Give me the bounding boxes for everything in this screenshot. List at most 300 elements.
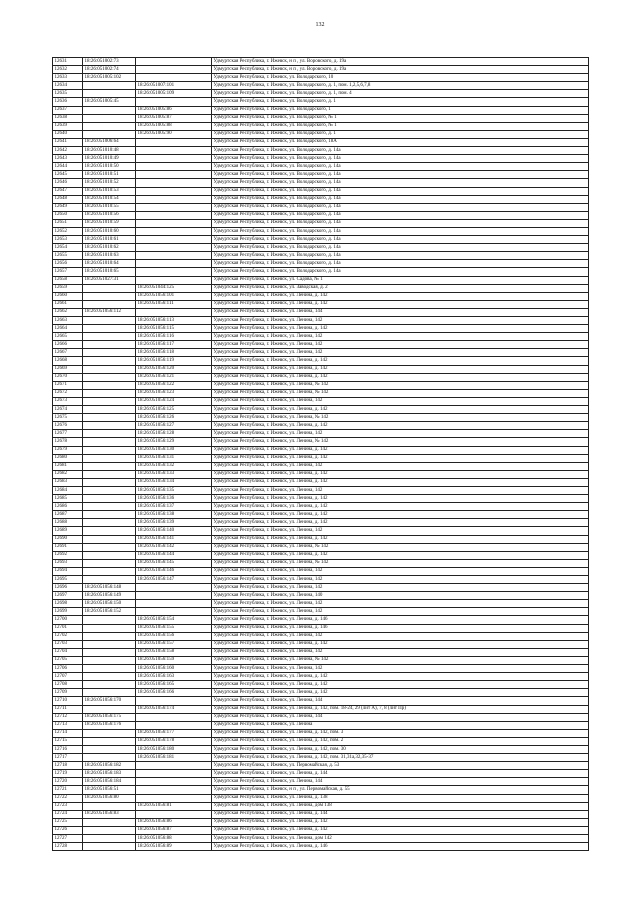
parcel-number-cell: 18:26:051056:182 [83, 762, 136, 770]
address-cell: Удмуртская Республика, г. Ижевск, ул. Ленина, д. 142 [212, 365, 589, 373]
parcel-number-cell [83, 373, 136, 381]
table-row [53, 786, 589, 794]
building-number-cell: 18:26:051056:135 [136, 486, 212, 494]
parcel-number-cell [83, 543, 136, 551]
table-row [53, 616, 589, 624]
parcel-number-cell [83, 802, 136, 810]
address-cell: Удмуртская Республика, г. Ижевск, ул. Ленина, д. 142 [212, 673, 589, 681]
address-cell: Удмуртская Республика, г. Ижевск, ул. Ленина, д. 144 [212, 770, 589, 778]
parcel-number-cell [83, 422, 136, 430]
address-cell: Удмуртская Республика, г. Ижевск, ул. Володарского, д. 14а [212, 195, 589, 203]
address-cell: Удмуртская Республика, г. Ижевск, ул. Ленина, 142 [212, 608, 589, 616]
parcel-number-cell [83, 511, 136, 519]
address-cell: Удмуртская Республика, г. Ижевск, ул. Ленина, д. 142 [212, 826, 589, 834]
row-number-cell: 12704 [53, 648, 83, 656]
row-number-cell: 12719 [53, 770, 83, 778]
address-cell: Удмуртская Республика, г. Ижевск, ул. Ленина, д. 146 [212, 616, 589, 624]
row-number-cell: 12668 [53, 357, 83, 365]
building-number-cell: 18:26:051005:87 [136, 114, 212, 122]
parcel-number-cell [83, 843, 136, 851]
parcel-number-cell: 18:26:051056:112 [83, 308, 136, 316]
row-number-cell: 12670 [53, 373, 83, 381]
row-number-cell: 12682 [53, 470, 83, 478]
address-cell: Удмуртская Республика, г. Ижевск, ул. Володарского, д. 14а [212, 163, 589, 171]
address-cell: Удмуртская Республика, г. Ижевск, ул. Ленина, д. 146 [212, 843, 589, 851]
parcel-number-cell [83, 648, 136, 656]
table-row [53, 252, 589, 260]
building-number-cell: 18:26:051056:159 [136, 656, 212, 664]
table-row [53, 762, 589, 770]
table-row [53, 673, 589, 681]
parcel-number-cell: 18:26:051006:64 [83, 138, 136, 146]
table-row [53, 333, 589, 341]
row-number-cell: 12722 [53, 794, 83, 802]
address-cell: Удмуртская Республика, г. Ижевск, ул. Володарского, д. 14а [212, 179, 589, 187]
table-row [53, 495, 589, 503]
parcel-number-cell: 18:26:051056:83 [83, 810, 136, 818]
building-number-cell [136, 98, 212, 106]
building-number-cell: 18:26:051056:132 [136, 462, 212, 470]
parcel-number-cell [83, 430, 136, 438]
address-cell: Удмуртская Республика, г. Ижевск, ул. Ленина, д. 142, пом. 30 [212, 745, 589, 753]
row-number-cell: 12690 [53, 535, 83, 543]
row-number-cell: 12639 [53, 122, 83, 130]
address-cell: Удмуртская Республика, г. Ижевск, ул. Володарского, д. 14а [212, 244, 589, 252]
table-row [53, 406, 589, 414]
parcel-number-cell [83, 341, 136, 349]
row-number-cell: 12707 [53, 673, 83, 681]
address-cell: Удмуртская Республика, г. Ижевск, ул. Ленина, № 142 [212, 414, 589, 422]
parcel-number-cell: 18:26:051056:150 [83, 600, 136, 608]
address-cell: Удмуртская Республика, г. Ижевск, н п , ул. Воровского, д. 19а [212, 58, 589, 66]
row-number-cell: 12633 [53, 74, 83, 82]
row-number-cell: 12646 [53, 179, 83, 187]
building-number-cell: 18:26:051056:86 [136, 818, 212, 826]
table-row [53, 705, 589, 713]
address-cell: Удмуртская Республика, г. Ижевск, ул. Ленина, д. 142 [212, 689, 589, 697]
building-number-cell [136, 195, 212, 203]
table-row [53, 187, 589, 195]
table-row [53, 454, 589, 462]
table-row [53, 268, 589, 276]
building-number-cell [136, 236, 212, 244]
parcel-number-cell [83, 130, 136, 138]
building-number-cell: 18:26:051056:156 [136, 632, 212, 640]
row-number-cell: 12725 [53, 818, 83, 826]
address-cell: Удмуртская Республика, г. Ижевск, ул. Ленина, д. 142 [212, 454, 589, 462]
parcel-number-cell [83, 737, 136, 745]
building-number-cell [136, 276, 212, 284]
table-row [53, 810, 589, 818]
parcel-number-cell [83, 754, 136, 762]
parcel-number-cell [83, 835, 136, 843]
table-row [53, 373, 589, 381]
parcel-number-cell [83, 478, 136, 486]
building-number-cell: 18:26:051056:174 [136, 705, 212, 713]
row-number-cell: 12641 [53, 138, 83, 146]
address-cell: Удмуртская Республика, г. Ижевск, ул. Ленина, 142 [212, 567, 589, 575]
building-number-cell [136, 203, 212, 211]
table-row [53, 559, 589, 567]
address-cell: Удмуртская Республика, г. Ижевск, ул. Ленина, 142 [212, 665, 589, 673]
parcel-number-cell: 18:26:051010:54 [83, 195, 136, 203]
parcel-number-cell [83, 325, 136, 333]
row-number-cell: 12659 [53, 284, 83, 292]
parcel-number-cell: 18:26:051010:62 [83, 244, 136, 252]
row-number-cell: 12640 [53, 130, 83, 138]
table-row [53, 462, 589, 470]
building-number-cell: 18:26:051056:140 [136, 527, 212, 535]
parcel-number-cell [83, 656, 136, 664]
row-number-cell: 12644 [53, 163, 83, 171]
building-number-cell: 18:26:051005:86 [136, 106, 212, 114]
building-number-cell: 18:26:051056:165 [136, 681, 212, 689]
building-number-cell [136, 584, 212, 592]
building-number-cell [136, 697, 212, 705]
building-number-cell [136, 786, 212, 794]
building-number-cell: 18:26:051056:136 [136, 495, 212, 503]
table-row [53, 794, 589, 802]
row-number-cell: 12676 [53, 422, 83, 430]
building-number-cell [136, 762, 212, 770]
table-row [53, 122, 589, 130]
parcel-number-cell [83, 624, 136, 632]
address-cell: Удмуртская Республика, г. Ижевск, ул. Ленина, д. 142 [212, 373, 589, 381]
address-cell: Удмуртская Республика, г. Ижевск, ул. Ленина, д. 142 [212, 292, 589, 300]
parcel-number-cell [83, 389, 136, 397]
table-row [53, 745, 589, 753]
table-row [53, 292, 589, 300]
parcel-number-cell: 18:26:051010:63 [83, 252, 136, 260]
parcel-number-cell [83, 705, 136, 713]
address-cell: Удмуртская Республика, г. Ижевск, ул. Володарского, д. 1, пом. 4 [212, 90, 589, 98]
parcel-number-cell: 18:26:051056:148 [83, 584, 136, 592]
row-number-cell: 12667 [53, 349, 83, 357]
building-number-cell [136, 58, 212, 66]
building-number-cell [136, 600, 212, 608]
address-cell: Удмуртская Республика, г. Ижевск, ул. Ленина, 142 [212, 576, 589, 584]
row-number-cell: 12723 [53, 802, 83, 810]
table-row [53, 770, 589, 778]
table-row [53, 826, 589, 834]
row-number-cell: 12636 [53, 98, 83, 106]
row-number-cell: 12678 [53, 438, 83, 446]
parcel-number-cell [83, 470, 136, 478]
address-cell: Удмуртская Республика, г. Ижевск, ул. Ленина, д. 142, пом. 18-24, 29 (лит А), 7, 8 (лит Пр) [212, 705, 589, 713]
building-number-cell: 18:26:051056:121 [136, 373, 212, 381]
address-cell: Удмуртская Республика, г. Ижевск, ул. Ленина, д. 142 [212, 511, 589, 519]
building-number-cell: 18:26:051005:109 [136, 90, 212, 98]
parcel-number-cell [83, 333, 136, 341]
table-row [53, 66, 589, 74]
table-row [53, 171, 589, 179]
row-number-cell: 12662 [53, 308, 83, 316]
table-row [53, 195, 589, 203]
building-number-cell: 18:26:051056:145 [136, 559, 212, 567]
parcel-number-cell: 18:26:051010:53 [83, 187, 136, 195]
parcel-number-cell [83, 486, 136, 494]
building-number-cell [136, 721, 212, 729]
row-number-cell: 12697 [53, 592, 83, 600]
row-number-cell: 12681 [53, 462, 83, 470]
table-row [53, 163, 589, 171]
table-row [53, 325, 589, 333]
building-number-cell: 18:26:051056:129 [136, 438, 212, 446]
building-number-cell: 18:26:051056:155 [136, 624, 212, 632]
table-row [53, 576, 589, 584]
table-row [53, 843, 589, 851]
building-number-cell [136, 810, 212, 818]
table-row [53, 697, 589, 705]
row-number-cell: 12713 [53, 721, 83, 729]
row-number-cell: 12721 [53, 786, 83, 794]
row-number-cell: 12638 [53, 114, 83, 122]
table-row [53, 713, 589, 721]
address-cell: Удмуртская Республика, г. Ижевск, ул. Ленина, д. 142 [212, 478, 589, 486]
building-number-cell: 18:26:051056:122 [136, 381, 212, 389]
parcel-number-cell [83, 527, 136, 535]
parcel-number-cell: 18:26:051056:170 [83, 697, 136, 705]
address-cell: Удмуртская Республика, г. Ижевск, ул. Ленина, 140 [212, 592, 589, 600]
parcel-number-cell [83, 292, 136, 300]
row-number-cell: 12674 [53, 406, 83, 414]
parcel-number-cell [83, 90, 136, 98]
table-row [53, 818, 589, 826]
table-row [53, 478, 589, 486]
row-number-cell: 12649 [53, 203, 83, 211]
parcel-number-cell [83, 535, 136, 543]
address-cell: Удмуртская Республика, г. Ижевск, ул. Володарского, 10 [212, 74, 589, 82]
table-row [53, 98, 589, 106]
row-number-cell: 12689 [53, 527, 83, 535]
building-number-cell [136, 778, 212, 786]
address-cell: Удмуртская Республика, г. Ижевск, ул. Ленина, № 142 [212, 543, 589, 551]
parcel-number-cell: 18:26:051010:56 [83, 211, 136, 219]
address-cell: Удмуртская Республика, г. Ижевск, ул. Ленина, 144 [212, 778, 589, 786]
address-cell: Удмуртская Республика, г. Ижевск, ул. Ленина, д. 142 [212, 551, 589, 559]
table-row [53, 721, 589, 729]
address-cell: Удмуртская Республика, г. Ижевск, ул. Ленина, 142 [212, 462, 589, 470]
table-row [53, 422, 589, 430]
address-cell: Удмуртская Республика, г. Ижевск, ул. Ленина, 144 [212, 713, 589, 721]
address-cell: Удмуртская Республика, г. Ижевск, ул. Володарского, д. 14а [212, 219, 589, 227]
address-cell: Удмуртская Республика, г. Ижевск, ул. Ленина, д. 142 [212, 446, 589, 454]
row-number-cell: 12650 [53, 211, 83, 219]
building-number-cell [136, 268, 212, 276]
table-row [53, 308, 589, 316]
building-number-cell: 18:26:051056:137 [136, 503, 212, 511]
table-row [53, 82, 589, 90]
address-cell: Удмуртская Республика, г. Ижевск, ул. Володарского, д. 1, пом. 1,2,5,6,7,8 [212, 82, 589, 90]
parcel-number-cell [83, 632, 136, 640]
row-number-cell: 12634 [53, 82, 83, 90]
building-number-cell [136, 171, 212, 179]
parcel-number-cell: 18:26:051056:175 [83, 713, 136, 721]
row-number-cell: 12724 [53, 810, 83, 818]
parcel-number-cell [83, 446, 136, 454]
table-row [53, 260, 589, 268]
address-cell: Удмуртская Республика, г. Ижевск, ул. Ленина, д. 142 [212, 325, 589, 333]
parcel-number-cell [83, 454, 136, 462]
address-cell: Удмуртская Республика, г. Ижевск, ул. Ленина, 142 [212, 317, 589, 325]
table-row [53, 584, 589, 592]
row-number-cell: 12683 [53, 478, 83, 486]
parcel-number-cell: 18:26:051056:51 [83, 786, 136, 794]
address-cell: Удмуртская Республика, г. Ижевск, ул. Ленина, 142 [212, 341, 589, 349]
address-cell: Удмуртская Республика, г. Ижевск, ул. Ленина, 142 [212, 600, 589, 608]
building-number-cell: 18:26:051056:117 [136, 341, 212, 349]
parcel-number-cell: 18:26:051056:152 [83, 608, 136, 616]
table-row [53, 284, 589, 292]
row-number-cell: 12727 [53, 835, 83, 843]
row-number-cell: 12663 [53, 317, 83, 325]
address-cell: Удмуртская Республика, г. Ижевск, ул. Ленина, д. 142 [212, 300, 589, 308]
row-number-cell: 12708 [53, 681, 83, 689]
row-number-cell: 12712 [53, 713, 83, 721]
address-cell: Удмуртская Республика, г. Ижевск, ул. Володарского, д. 14а [212, 260, 589, 268]
table-row [53, 236, 589, 244]
parcel-number-cell: 18:26:051056:176 [83, 721, 136, 729]
table-row [53, 802, 589, 810]
address-cell: Удмуртская Республика, г. Ижевск, ул. Ленина, 144 [212, 697, 589, 705]
address-cell: Удмуртская Республика, г. Ижевск, ул. Ленина, № 142 [212, 389, 589, 397]
address-cell: Удмуртская Республика, г. Ижевск, ул. Ленина, 142 [212, 527, 589, 535]
row-number-cell: 12720 [53, 778, 83, 786]
parcel-number-cell: 18:26:051005:102 [83, 74, 136, 82]
address-cell: Удмуртская Республика, г. Ижевск, ул. Ленина, 142 [212, 584, 589, 592]
building-number-cell [136, 308, 212, 316]
address-cell: Удмуртская Республика, г. Ижевск, ул. Ленина, 144 [212, 308, 589, 316]
table-row [53, 446, 589, 454]
address-cell: Удмуртская Республика, г. Ижевск, ул. Володарского, № 1 [212, 122, 589, 130]
table-row [53, 357, 589, 365]
address-cell: Удмуртская Республика, г. Ижевск, ул. Ленина, д. 142 [212, 681, 589, 689]
building-number-cell: 18:26:051056:125 [136, 406, 212, 414]
building-number-cell: 18:26:051056:115 [136, 325, 212, 333]
address-cell: Удмуртская Республика, г. Ижевск, ул. Ленина, 142 [212, 397, 589, 405]
parcel-number-cell: 18:26:051056:149 [83, 592, 136, 600]
building-number-cell: 18:26:051056:163 [136, 673, 212, 681]
table-row [53, 624, 589, 632]
table-row [53, 470, 589, 478]
building-number-cell [136, 219, 212, 227]
building-number-cell: 18:26:051056:134 [136, 478, 212, 486]
address-cell: Удмуртская Республика, г. Ижевск, ул. Володарского, д. 14а [212, 171, 589, 179]
row-number-cell: 12637 [53, 106, 83, 114]
building-number-cell: 18:26:051056:139 [136, 519, 212, 527]
table-row [53, 486, 589, 494]
parcel-number-cell: 18:26:051002:74 [83, 66, 136, 74]
table-row [53, 551, 589, 559]
parcel-number-cell [83, 114, 136, 122]
building-number-cell: 18:26:051056:81 [136, 802, 212, 810]
parcel-number-cell [83, 381, 136, 389]
parcel-number-cell [83, 503, 136, 511]
parcel-number-cell [83, 122, 136, 130]
row-number-cell: 12671 [53, 381, 83, 389]
parcel-number-cell [83, 519, 136, 527]
row-number-cell: 12687 [53, 511, 83, 519]
building-number-cell: 18:26:051056:141 [136, 535, 212, 543]
address-cell: Удмуртская Республика, г. Ижевск, ул. Ленина, д. 142 [212, 818, 589, 826]
building-number-cell [136, 211, 212, 219]
building-number-cell: 18:26:051056:124 [136, 397, 212, 405]
parcel-number-cell [83, 349, 136, 357]
building-number-cell [136, 794, 212, 802]
parcel-number-cell [83, 317, 136, 325]
table-row [53, 58, 589, 66]
table-row [53, 349, 589, 357]
building-number-cell [136, 227, 212, 235]
row-number-cell: 12643 [53, 155, 83, 163]
address-cell: Удмуртская Республика, г. Ижевск, ул. Ленина, д. 142 [212, 535, 589, 543]
address-cell: Удмуртская Республика, г. Ижевск, ул. Ленина, д. 142 [212, 470, 589, 478]
address-cell: Удмуртская Республика, г. Ижевск, ул. Заводская, д. 2 [212, 284, 589, 292]
parcel-number-cell [83, 673, 136, 681]
parcel-number-cell: 18:26:051056:183 [83, 770, 136, 778]
address-cell: Удмуртская Республика, г. Ижевск, ул. Ленина, д. 142 [212, 357, 589, 365]
building-number-cell: 18:26:051056:181 [136, 754, 212, 762]
building-number-cell: 18:26:051056:116 [136, 333, 212, 341]
table-row [53, 300, 589, 308]
building-number-cell: 18:26:051056:119 [136, 357, 212, 365]
parcel-number-cell [83, 414, 136, 422]
row-number-cell: 12692 [53, 551, 83, 559]
row-number-cell: 12717 [53, 754, 83, 762]
table-row [53, 211, 589, 219]
parcel-number-cell: 18:26:051010:52 [83, 179, 136, 187]
address-cell: Удмуртская Республика, г. Ижевск, ул. Ленина, д. 142, пом. 2 [212, 737, 589, 745]
parcel-number-cell [83, 300, 136, 308]
building-number-cell [136, 155, 212, 163]
row-number-cell: 12652 [53, 227, 83, 235]
row-number-cell: 12673 [53, 397, 83, 405]
row-number-cell: 12669 [53, 365, 83, 373]
building-number-cell: 18:26:051044:125 [136, 284, 212, 292]
table-row [53, 503, 589, 511]
table-row [53, 511, 589, 519]
address-cell: Удмуртская Республика, г. Ижевск, ул. Ленина, д. 142 [212, 503, 589, 511]
parcel-number-cell [83, 495, 136, 503]
row-number-cell: 12665 [53, 333, 83, 341]
table-row [53, 179, 589, 187]
building-number-cell: 18:26:051056:111 [136, 300, 212, 308]
address-cell: Удмуртская Республика, г. Ижевск, ул. Ленина, 142 [212, 349, 589, 357]
address-cell: Удмуртская Республика, г. Ижевск, ул. Ленина, д. 142 [212, 406, 589, 414]
table-row [53, 138, 589, 146]
parcel-number-cell: 18:26:051010:49 [83, 155, 136, 163]
table-row [53, 203, 589, 211]
building-number-cell: 18:26:051056:166 [136, 689, 212, 697]
row-number-cell: 12688 [53, 519, 83, 527]
building-number-cell: 18:26:051007:101 [136, 82, 212, 90]
table-row [53, 389, 589, 397]
parcel-number-cell [83, 397, 136, 405]
address-cell: Удмуртская Республика, г. Ижевск, ул. Володарского, д. 14а [212, 203, 589, 211]
row-number-cell: 12635 [53, 90, 83, 98]
parcel-number-cell [83, 689, 136, 697]
row-number-cell: 12685 [53, 495, 83, 503]
parcel-number-cell [83, 665, 136, 673]
building-number-cell: 18:26:051056:147 [136, 576, 212, 584]
table-row [53, 74, 589, 82]
parcel-number-cell [83, 640, 136, 648]
building-number-cell [136, 179, 212, 187]
row-number-cell: 12718 [53, 762, 83, 770]
table-row [53, 737, 589, 745]
address-cell: Удмуртская Республика, г. Ижевск, ул. Володарского, д. 1 [212, 98, 589, 106]
address-cell: Удмуртская Республика, г. Ижевск, ул. Ленина, дом 142 [212, 835, 589, 843]
